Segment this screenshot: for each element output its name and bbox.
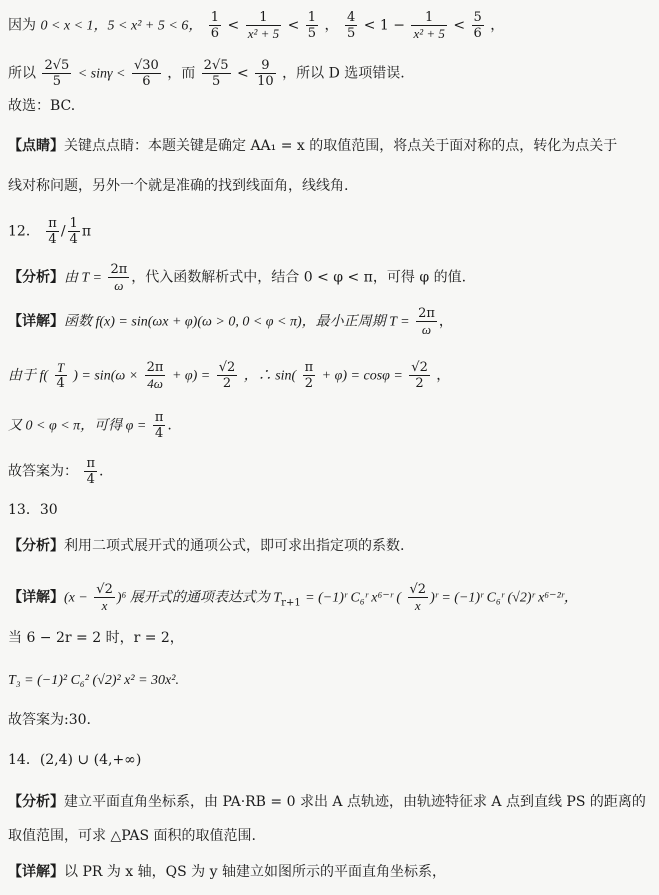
fraction <box>472 10 484 41</box>
numerator: 2π <box>146 360 164 375</box>
text-span: 故答案为:30. <box>8 712 91 728</box>
text-line-21 <box>8 862 651 882</box>
fraction <box>68 216 80 247</box>
denominator: 2 <box>304 376 314 391</box>
fraction <box>94 582 115 613</box>
numerator: π <box>304 360 314 375</box>
text-line-18 <box>8 750 651 770</box>
fraction <box>132 58 161 89</box>
numerator: √2 <box>218 360 236 375</box>
math-span: < sinγ < <box>77 66 126 82</box>
text-line-1 <box>8 10 651 41</box>
denominator: 4 <box>69 232 78 247</box>
numerator: √2 <box>411 360 428 375</box>
text-line-17 <box>8 710 651 730</box>
text-span: 13．30 <box>8 502 58 518</box>
numerator: 2π <box>110 262 128 277</box>
denominator: ω <box>114 278 124 293</box>
math-span: ，∴ sin( <box>243 368 297 384</box>
text-line-6 <box>8 216 651 247</box>
numerator: π <box>154 410 164 425</box>
math-span: + φ) = <box>171 368 211 384</box>
denominator: 5 <box>307 26 317 41</box>
text-line-9 <box>8 360 651 391</box>
text-span: 以 PR 为 x 轴，QS 为 y 轴建立如图所示的平面直角坐标系， <box>64 864 446 880</box>
question-number: 12． <box>8 223 40 240</box>
text-span: < <box>227 17 240 34</box>
numerator: π <box>86 456 95 471</box>
denominator: ω <box>421 322 432 337</box>
numerator: T <box>55 360 67 376</box>
text-span: ， <box>436 367 451 384</box>
fraction <box>255 58 276 89</box>
math-span: 又 0 < φ < π，可得 φ = <box>8 418 147 434</box>
text-span: 关键点点睛：本题关键是确定 AA₁ = x 的取值范围，将点关于面对称的点，转化为点关于 <box>64 138 618 154</box>
fraction <box>246 10 281 41</box>
fraction <box>303 360 316 391</box>
text-line-11 <box>8 456 651 487</box>
denominator: 4 <box>86 472 95 487</box>
text-span: 当 6 − 2r = 2 时，r = 2， <box>8 630 184 646</box>
section-tag: 【详解】 <box>8 589 64 606</box>
denominator: 4 <box>154 426 164 441</box>
numerator: √30 <box>133 58 159 73</box>
text-span: 建立平面直角坐标系，由 PA·RB = 0 求出 A 点轨迹，由轨迹特征求 A 点到直线 PS 的距离的 <box>64 794 646 810</box>
text-span: 故选：BC. <box>8 98 76 114</box>
text-line-3 <box>8 96 651 116</box>
text-line-8 <box>8 306 651 337</box>
numerator: 2√5 <box>44 58 70 73</box>
text-line-20 <box>8 826 651 846</box>
text-line-16 <box>8 670 651 691</box>
text-span: < 1 − <box>363 17 405 34</box>
denominator: 5 <box>346 26 356 41</box>
math-span: 函数 f(x) = sin(ωx + φ)(ω > 0, 0 < φ < π)，最小正周期 T = <box>64 314 410 330</box>
text-line-10 <box>8 410 651 441</box>
numerator: 1 <box>411 10 446 26</box>
denominator: x² + 5 <box>247 26 280 41</box>
text-line-7 <box>8 262 651 293</box>
text-span: < <box>287 17 300 34</box>
fraction <box>46 216 59 247</box>
numerator: 9 <box>255 58 276 74</box>
denominator: 10 <box>257 74 274 89</box>
math-span: + φ) = cosφ = <box>321 368 403 384</box>
text-span: 线对称问题，另外一个就是准确的找到线面角，线线角. <box>8 178 349 194</box>
text-span: / <box>60 223 66 240</box>
denominator: x <box>414 598 421 613</box>
numerator: 1 <box>246 10 281 26</box>
text-span: ， <box>324 17 339 34</box>
math-span: 0 < x < 1，5 < x² + 5 < 6， <box>40 18 203 34</box>
numerator: 1 <box>69 216 78 231</box>
text-span: 因为 <box>8 17 36 34</box>
fraction <box>408 582 429 613</box>
fraction <box>209 10 221 41</box>
text-line-14 <box>8 582 651 613</box>
text-span: 取值范围，可求 △PAS 面积的取值范围. <box>8 828 256 844</box>
section-tag: 【分析】 <box>8 269 64 286</box>
denominator: 6 <box>210 26 220 41</box>
fraction <box>84 456 97 487</box>
text-span: 14．(2,4) ∪ (4,+∞) <box>8 752 142 768</box>
section-tag: 【分析】 <box>8 794 64 810</box>
text-span: 所以 <box>8 65 36 82</box>
denominator: 5 <box>211 74 221 89</box>
numerator: 1 <box>307 10 317 25</box>
text-line-4 <box>8 136 651 156</box>
math-span: )ʳ = (−1)ʳ C₆ʳ (√2)ʳ x⁶⁻²ʳ， <box>430 590 578 606</box>
section-tag: 【点睛】 <box>8 138 64 154</box>
text-span: ，代入函数解析式中，结合 0 < φ < π，可得 φ 的值. <box>131 269 467 286</box>
fraction <box>306 10 318 41</box>
text-line-19 <box>8 792 651 812</box>
text-span: ， <box>490 17 505 34</box>
fraction <box>202 58 231 89</box>
numerator: π <box>48 216 57 231</box>
numerator: 2√5 <box>203 58 229 73</box>
numerator: √2 <box>409 582 427 597</box>
denominator: 2 <box>415 376 424 391</box>
denominator: 6 <box>473 26 482 41</box>
text-span: . <box>99 463 104 480</box>
fraction <box>145 360 166 391</box>
subscript: r+1 <box>281 597 301 609</box>
numerator: 4 <box>346 10 356 25</box>
denominator: 4 <box>48 232 57 247</box>
math-span: 由于 f( <box>8 368 49 384</box>
section-tag: 【详解】 <box>8 313 64 330</box>
denominator: x² + 5 <box>413 26 445 41</box>
section-tag: 【详解】 <box>8 864 64 880</box>
text-span: 故答案为： <box>8 463 78 480</box>
math-span: ) = sin(ω × <box>73 368 139 384</box>
text-span: ，而 <box>167 65 196 82</box>
fraction <box>153 410 166 441</box>
denominator: 6 <box>142 74 151 89</box>
math-span: 由 T = <box>64 270 102 286</box>
text-span: ， <box>438 313 453 330</box>
denominator: 4 <box>56 376 65 391</box>
math-span: = (−1)ʳ C₆ʳ x⁶⁻ʳ ( <box>305 590 402 606</box>
math-span: (x − <box>64 590 88 606</box>
numerator: 1 <box>210 10 220 25</box>
fraction <box>108 262 129 293</box>
math-span: T₃ = (−1)² C₆² (√2)² x² = 30x². <box>8 673 179 688</box>
text-span: π <box>81 223 92 240</box>
text-span: ，所以 D 选项错误. <box>282 65 405 82</box>
math-span: )⁶ 展开式的通项表达式为 T <box>116 590 282 606</box>
fraction <box>411 10 446 41</box>
fraction <box>42 58 71 89</box>
numerator: 2π <box>418 306 435 321</box>
text-span: 利用二项式展开式的通项公式，即可求出指定项的系数. <box>64 538 405 554</box>
denominator: x <box>101 598 108 613</box>
fraction <box>409 360 430 391</box>
denominator: 2 <box>222 376 232 391</box>
text-line-15 <box>8 628 651 648</box>
text-span: < <box>236 65 249 82</box>
denominator: 5 <box>52 74 61 89</box>
numerator: √2 <box>96 582 113 597</box>
fraction <box>416 306 437 337</box>
text-span: < <box>453 17 466 34</box>
text-line-13 <box>8 536 651 556</box>
denominator: 4ω <box>147 376 163 391</box>
text-line-12 <box>8 500 651 520</box>
text-span: . <box>167 417 172 434</box>
fraction <box>55 360 67 391</box>
numerator: 5 <box>473 10 482 25</box>
fraction <box>345 10 357 41</box>
text-line-5 <box>8 176 651 196</box>
fraction <box>217 360 238 391</box>
section-tag: 【分析】 <box>8 538 64 554</box>
text-line-2 <box>8 58 651 89</box>
